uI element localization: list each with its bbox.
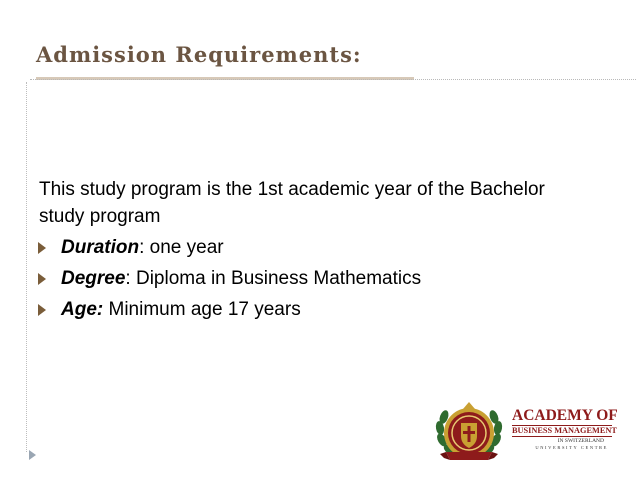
triangle-bullet-icon [38,242,46,254]
title-divider [30,79,636,80]
logo-text [512,407,618,451]
triangle-bullet-icon [38,273,46,285]
logo-title: ACADEMY OF [512,407,618,424]
intro-text: This study program is the 1st academic year of the Bachelor study program [39,179,545,227]
bullet-duration [37,234,597,265]
logo-location: IN SWITZERLAND [557,438,604,444]
bullet-value: : one year [139,237,224,258]
logo-subtitle: BUSINESS MANAGEMENT [512,426,617,435]
left-divider [26,82,27,452]
slide-body [37,176,597,327]
bullet-value: Minimum age 17 years [103,299,301,320]
requirements-list [37,234,597,327]
academy-logo [432,398,618,470]
bullet-value: : Diploma in Business Mathematics [125,268,422,289]
next-slide-arrow-icon[interactable] [29,450,36,460]
bullet-key: Duration [61,237,140,258]
bullet-degree [37,265,597,296]
bullet-key: Degree [61,268,126,289]
bullet-key: Age: [61,299,104,320]
crest-logo-icon [432,398,506,470]
bullet-age [37,296,597,327]
logo-tagline: UNIVERSITY CENTRE [535,445,608,450]
triangle-bullet-icon [38,304,46,316]
slide-title: Admission Requirements: [36,42,362,67]
